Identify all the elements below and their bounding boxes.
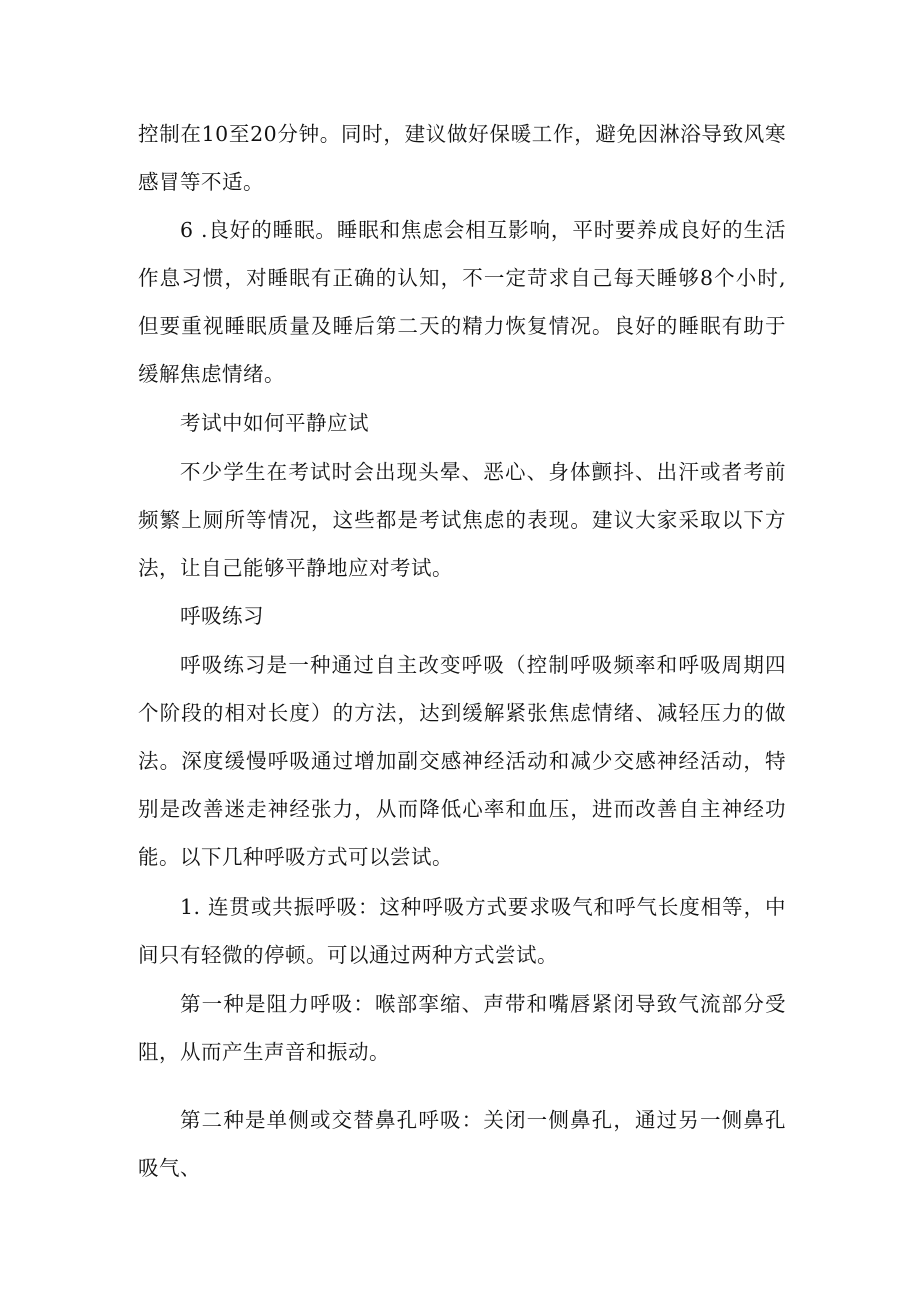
paragraph-resonance-breathing: 1. 连贯或共振呼吸：这种呼吸方式要求吸气和呼气长度相等，中间只有轻微的停顿。可以通过两种方式尝试。 (138, 895, 786, 967)
paragraph-good-sleep: 6 .良好的睡眠。睡眠和焦虑会相互影响，平时要养成良好的生活作息习惯，对睡眠有正确的认知，不一定苛求自己每天睡够8个小时,但要重视睡眠质量及睡后第二天的精力恢复情况。良好的睡眠有助于缓解焦虑情绪。 (138, 218, 786, 386)
paragraph-breathing-intro: 呼吸练习是一种通过自主改变呼吸（控制呼吸频率和呼吸周期四个阶段的相对长度）的方法，达到缓解紧张焦虑情绪、减轻压力的做法。深度缓慢呼吸通过增加副交感神经活动和减少交感神经活动，特别是改善迷走神经张力，从而降低心率和血压，进而改善自主神经功能。以下几种呼吸方式可以尝试。 (138, 653, 786, 869)
paragraph-exam-anxiety: 不少学生在考试时会出现头晕、恶心、身体颤抖、出汗或者考前频繁上厕所等情况，这些都是考试焦虑的表现。建议大家采取以下方法，让自己能够平静地应对考试。 (138, 460, 786, 580)
heading-breathing-practice: 呼吸练习 (180, 604, 264, 628)
paragraph-resistance-breathing: 第一种是阻力呼吸：喉部挛缩、声带和嘴唇紧闭导致气流部分受阻，从而产生声音和振动。 (138, 992, 786, 1064)
paragraph-bathing-continued: 控制在10至20分钟。同时，建议做好保暖工作，避免因淋浴导致风寒感冒等不适。 (138, 122, 786, 194)
paragraph-nostril-breathing: 第二种是单侧或交替鼻孔呼吸：关闭一侧鼻孔，通过另一侧鼻孔吸气、 (138, 1108, 786, 1180)
heading-exam-calm: 考试中如何平静应试 (180, 411, 369, 435)
